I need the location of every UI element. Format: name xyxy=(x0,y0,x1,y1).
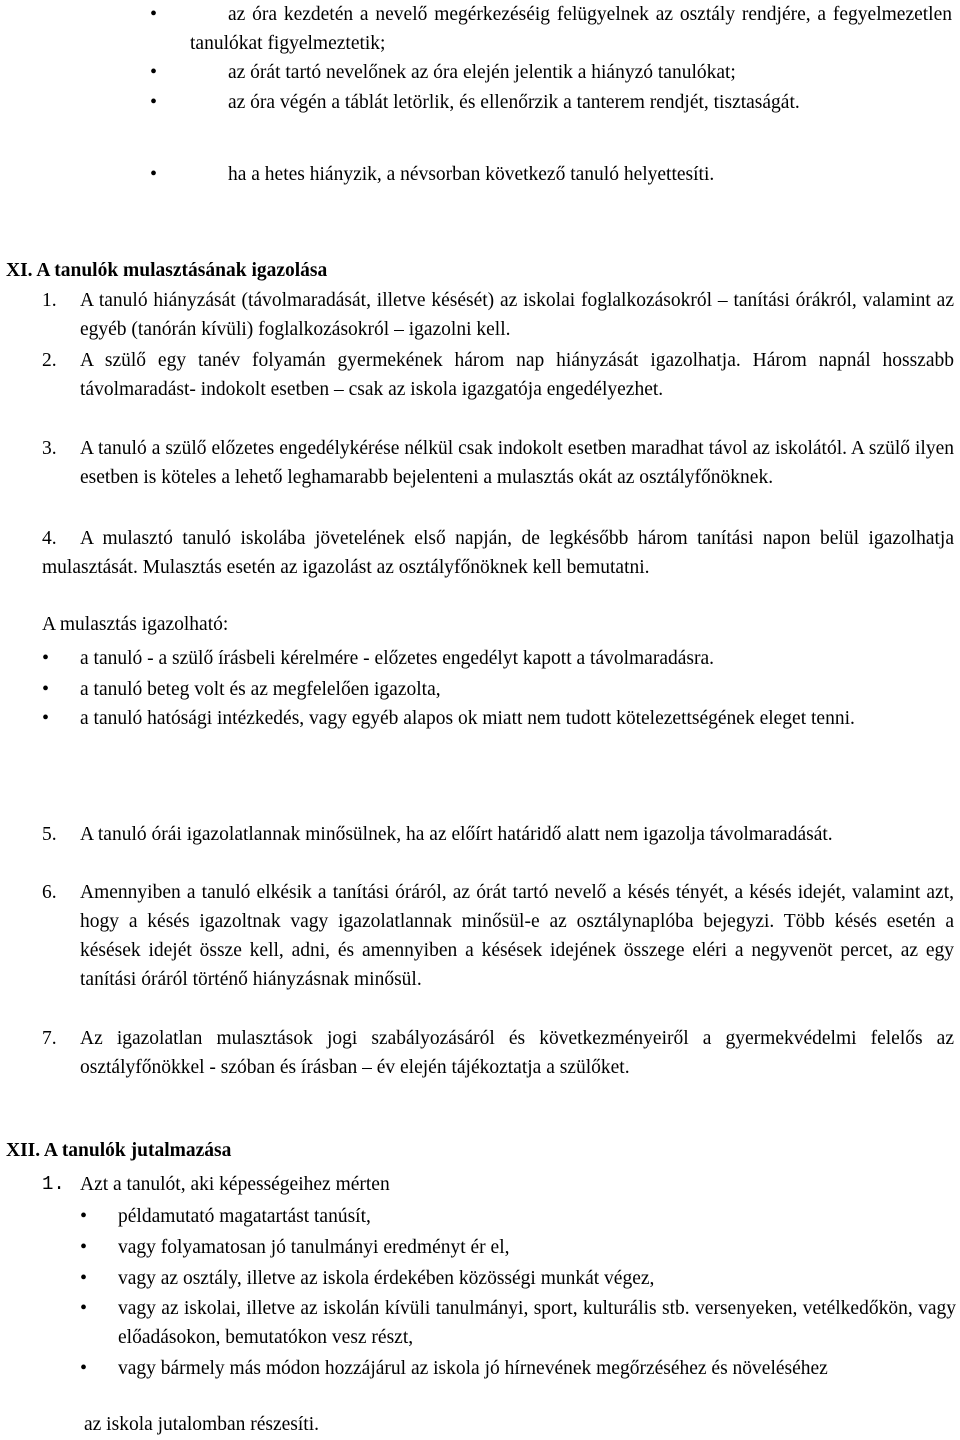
section11-item-1: A tanuló hiányzását (távolmaradását, illetve késését) az iskolai foglalkozásokról – tanítási órákról, valamint az egyéb (tanórán kívüli) foglalkozásokról – igazolni kell. xyxy=(80,290,954,340)
top-bullet-3: az óra végén a táblát letörlik, és ellenőrzik a tanterem rendjét, tisztaságát. xyxy=(228,92,800,113)
excusable-item-1: a tanuló - a szülő írásbeli kérelmére - előzetes engedélyt kapott a távolmaradásra. xyxy=(80,648,715,669)
excusable-item-2: a tanuló beteg volt és az megfelelően igazolta, xyxy=(80,679,441,700)
section11-item-3: A tanuló a szülő előzetes engedélykérése nélkül csak indokolt esetben maradhat távol az iskolától. A szülő ilyen esetben is köteles a lehető leghamarabb bejelenteni a mulasztás okát az osztályfőnöknek. xyxy=(80,438,954,488)
bullet-icon: • xyxy=(80,1236,88,1258)
bullet-icon: • xyxy=(42,678,50,700)
reward-closing: az iskola jutalomban részesíti. xyxy=(84,1414,320,1435)
excusable-item-3: a tanuló hatósági intézkedés, vagy egyéb alapos ok miatt nem tudott kötelezettségének eleget tenni. xyxy=(80,708,855,729)
bullet-icon: • xyxy=(80,1267,88,1289)
section11-item-4: A mulasztó tanuló iskolába jövetelének első napján, de legkésőbb három tanítási napon belül igazolhatja mulasztását. Mulasztás esetén az igazolást az osztályfőnöknek kell bemutatni. xyxy=(42,528,954,578)
bullet-icon: • xyxy=(42,647,50,669)
bullet-icon: • xyxy=(42,707,50,729)
item-number: 5. xyxy=(42,824,57,845)
section-heading-xii: XII. A tanulók jutalmazása xyxy=(6,1140,232,1161)
section12-item-1: Azt a tanulót, aki képességeihez mérten xyxy=(80,1174,390,1195)
excusable-label: A mulasztás igazolható: xyxy=(42,614,229,635)
section11-item-2: A szülő egy tanév folyamán gyermekének három nap hiányzását igazolhatja. Három napnál hosszabb távolmaradást- indokolt esetben – csak az iskola igazgatója engedélyezhet. xyxy=(80,350,954,400)
reward-criterion-2: vagy folyamatosan jó tanulmányi eredményt ér el, xyxy=(118,1237,510,1258)
reward-criterion-5: vagy bármely más módon hozzájárul az iskola jó hírnevének megőrzéséhez és növeléséhez xyxy=(118,1358,828,1379)
item-number: 1. xyxy=(42,290,57,311)
bullet-icon: • xyxy=(80,1205,88,1227)
bullet-icon: • xyxy=(150,163,158,185)
section11-item-7: Az igazolatlan mulasztások jogi szabályozásáról és következményeiről a gyermekvédelmi felelős az osztályfőnökkel - szóban és írásban – év elején tájékoztatja a szülőket. xyxy=(80,1028,954,1078)
bullet-icon: • xyxy=(80,1297,88,1319)
top-bullet-4: ha a hetes hiányzik, a névsorban következő tanuló helyettesíti. xyxy=(228,164,715,185)
item-number: 1. xyxy=(42,1173,65,1195)
item-number: 7. xyxy=(42,1028,57,1049)
reward-criterion-3: vagy az osztály, illetve az iskola érdekében közösségi munkát végez, xyxy=(118,1268,655,1289)
top-bullet-2: az órát tartó nevelőnek az óra elején jelentik a hiányzó tanulókat; xyxy=(228,62,736,83)
section11-item-5: A tanuló órái igazolatlannak minősülnek, ha az előírt határidő alatt nem igazolja távolmaradását. xyxy=(80,824,833,845)
bullet-icon: • xyxy=(150,91,158,113)
bullet-icon: • xyxy=(150,61,158,83)
section-heading-xi: XI. A tanulók mulasztásának igazolása xyxy=(6,260,328,281)
top-bullet-1: az óra kezdetén a nevelő megérkezéséig felügyelnek az osztály rendjére, a fegyelmezetlen tanulókat figyelmeztetik; xyxy=(190,4,952,54)
section11-item-6: Amennyiben a tanuló elkésik a tanítási óráról, az órát tartó nevelő a késés tényét, a késés idejét, valamint azt, hogy a késés igazoltnak vagy igazolatlannak minősül-e az osztálynaplóba bejegyzi. Több késés esetén a késések idejét össze kell, adni, és amennyiben a késések idejének összege eléri a negyvenöt percet, az egy tanítási óráról történő hiányzásnak minősül. xyxy=(80,882,954,990)
item-number: 6. xyxy=(42,882,57,903)
bullet-icon: • xyxy=(80,1357,88,1379)
item-number: 4. xyxy=(42,528,57,549)
item-number: 2. xyxy=(42,350,57,371)
reward-criterion-4: vagy az iskolai, illetve az iskolán kívüli tanulmányi, sport, kulturális stb. versenyeken, vetélkedőkön, vagy előadásokon, bemutatókon vesz részt, xyxy=(118,1298,956,1348)
bullet-icon: • xyxy=(150,3,158,25)
item-number: 3. xyxy=(42,438,57,459)
reward-criterion-1: példamutató magatartást tanúsít, xyxy=(118,1206,371,1227)
